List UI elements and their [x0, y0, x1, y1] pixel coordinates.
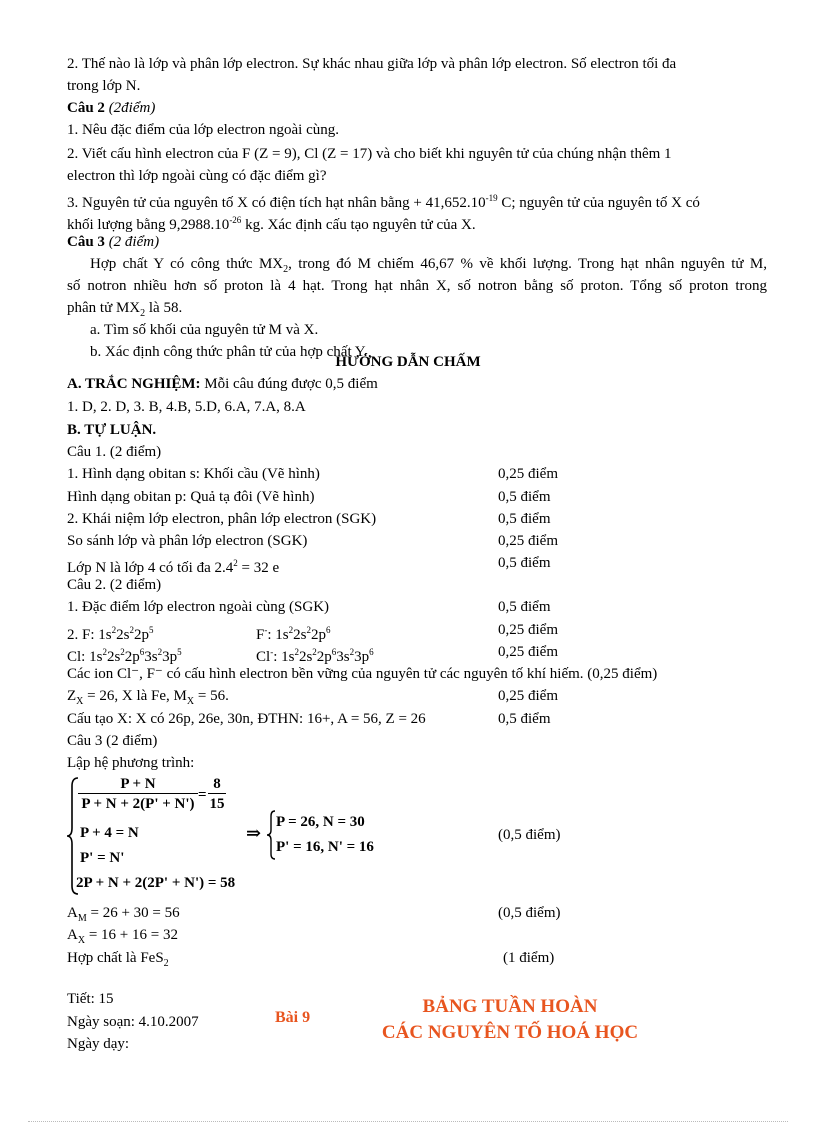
c2-row5-post: = 56.: [194, 688, 229, 704]
compound-pre: Hợp chất là FeS: [67, 950, 164, 966]
q2-item2-line2: electron thì lớp ngoài cùng có đặc điểm gì?: [67, 168, 327, 184]
c2-row4: Các ion Cl⁻, F⁻ có cấu hình electron bền vững của nguyên tử các nguyên tố khí hiếm. (0,25 điểm): [67, 666, 658, 682]
q2-item3-a-post: C; nguyên tử của nguyên tố X có: [497, 195, 700, 211]
c2-title: Câu 2. (2 điểm): [67, 577, 162, 593]
c1-row4: So sánh lớp và phân lớp electron (SGK): [67, 533, 308, 549]
equation-fraction-left: [78, 775, 198, 814]
section-a-note: Mỗi câu đúng được 0,5 điểm: [200, 376, 378, 392]
q2-item3-b-post: kg. Xác định cấu tạo nguyên tử của X.: [241, 217, 476, 233]
q3-p1-sub: 2: [283, 264, 289, 275]
ax-a: A: [67, 927, 78, 943]
equation-numerator: P + N: [120, 776, 156, 792]
q2-item3-b-pre: khối lượng bằng 9,2988.10: [67, 217, 230, 233]
q2-title: Câu 2: [67, 100, 105, 116]
c2-row5-score: 0,25 điểm: [498, 688, 558, 704]
c1-row1-score: 0,25 điểm: [498, 466, 558, 482]
system-score: (0,5 điểm): [498, 827, 561, 843]
c1-row3-score: 0,5 điểm: [498, 511, 551, 527]
compound-sub: 2: [163, 958, 169, 969]
c1-row2-score: 0,5 điểm: [498, 489, 551, 505]
q2-heading: [67, 98, 155, 118]
am-post: = 26 + 30 = 56: [86, 905, 180, 921]
q3-paragraph-line2: số notron nhiều hơn số proton là 4 hạt. Trong hạt nhân X, số notron bằng số proton. Tổng số proton trong: [67, 278, 767, 294]
q3-p1-post: , trong đó M chiếm 46,67 % về khối lượng. Trong hạt nhân nguyên tử M,: [288, 256, 767, 272]
q3-points: (2 điểm): [108, 234, 160, 250]
equation-equals: =: [198, 787, 207, 803]
c2-row5-sub2: X: [186, 696, 195, 707]
implies-arrow-icon: ⇒: [246, 823, 262, 843]
q3-p3-post: là 58.: [145, 300, 183, 316]
q1-item2-line2: trong lớp N.: [67, 78, 141, 94]
ax-sub: X: [77, 935, 86, 946]
c2-row5-mid: = 26, X là Fe, M: [83, 688, 187, 704]
c1-row5-post: = 32 e: [237, 560, 280, 576]
config-f-ion: F-: $1s^22s^22p^6$: [256, 625, 331, 643]
q1-item2-line1: 2. Thế nào là lớp và phân lớp electron. Sự khác nhau giữa lớp và phân lớp electron. Số electron tối đa: [67, 56, 677, 72]
right-brace: [266, 810, 276, 860]
c1-row5-score: 0,5 điểm: [498, 555, 551, 571]
q3-heading: [67, 232, 159, 252]
c1-row4-score: 0,25 điểm: [498, 533, 558, 549]
lesson-teach-date: Ngày dạy:: [67, 1036, 130, 1052]
c2-row5-sub1: X: [76, 696, 84, 707]
am-a: A: [67, 905, 78, 921]
q3-item-b: b. Xác định công thức phân tử của hợp chất Y.: [90, 344, 368, 360]
c1-row5-sup: 2: [233, 558, 238, 568]
lesson-prep-date: Ngày soạn: 4.10.2007: [67, 1014, 199, 1030]
compound-score: (1 điểm): [503, 950, 555, 966]
q2-item1: 1. Nêu đặc điểm của lớp electron ngoài cùng.: [67, 122, 339, 138]
q3-item-a: a. Tìm số khối của nguyên tử M và X.: [90, 322, 319, 338]
c1-title: Câu 1. (2 điểm): [67, 444, 162, 460]
equation-2: P + 4 = N: [80, 825, 139, 841]
section-a-heading: [67, 374, 378, 394]
equation-fraction-right: [208, 775, 226, 814]
lesson-heading-line2: CÁC NGUYÊN TỐ HOÁ HỌC: [381, 1022, 639, 1043]
c2-row6-score: 0,5 điểm: [498, 711, 551, 727]
q2-item3-a-pre: 3. Nguyên tử của nguyên tố X có điện tích hạt nhân bằng + 41,652.10: [67, 195, 486, 211]
lesson-heading-line1: BẢNG TUẦN HOÀN: [422, 996, 598, 1017]
c2-row3-score: 0,25 điểm: [498, 644, 558, 660]
config-cl: Cl: $1s^22s^22p^63s^23p^5$: [67, 647, 182, 665]
guide-title: HƯỚNG DẪN CHẤM: [335, 354, 481, 370]
compound-row: [67, 948, 169, 974]
c3-title: Câu 3 (2 điểm): [67, 733, 158, 749]
equation-4: 2P + N + 2(2P' + N') = 58: [76, 875, 236, 891]
solution-1: P = 26, N = 30: [276, 814, 365, 830]
page-bottom-divider: [28, 1121, 788, 1122]
am-score: (0,5 điểm): [498, 905, 561, 921]
q3-title: Câu 3: [67, 234, 105, 250]
c1-row5-pre: Lớp N là lớp 4 có tối đa 2.4: [67, 560, 234, 576]
q2-item2-line1: 2. Viết cấu hình electron của F (Z = 9), Cl (Z = 17) và cho biết khi nguyên tử của chúng nhận thêm 1: [67, 146, 672, 162]
am-sub: M: [77, 913, 87, 924]
section-a-answers: 1. D, 2. D, 3. B, 4.B, 5.D, 6.A, 7.A, 8.A: [67, 399, 306, 415]
q3-p3-sub: 2: [140, 308, 146, 319]
lesson-number: Bài 9: [275, 1009, 311, 1026]
equation-right-denominator: 15: [208, 793, 226, 814]
q2-points: (2điểm): [108, 100, 156, 116]
ax-post: = 16 + 16 = 32: [85, 927, 178, 943]
c2-row5-z: Z: [67, 688, 77, 704]
c3-system-title: Lập hệ phương trình:: [67, 755, 195, 771]
lesson-period: Tiết: 15: [67, 991, 114, 1007]
q3-p1-pre: Hợp chất Y có công thức MX: [90, 256, 284, 272]
section-a-title: A. TRẮC NGHIỆM:: [67, 376, 201, 392]
equation-denominator: P + N + 2(P' + N'): [78, 793, 198, 814]
section-b-title: B. TỰ LUẬN.: [67, 422, 157, 438]
c1-row2: Hình dạng obitan p: Quả tạ đôi (Vẽ hình): [67, 489, 315, 505]
q2-item3-b-sup: -26: [229, 215, 242, 225]
q3-p3-pre: phân tử MX: [67, 300, 141, 316]
config-f: 2. F: $1s^22s^22p^5$: [67, 625, 154, 643]
c2-row1: 1. Đặc điểm lớp electron ngoài cùng (SGK): [67, 599, 330, 615]
c2-row6: Cấu tạo X: X có 26p, 26e, 30n, ĐTHN: 16+, A = 56, Z = 26: [67, 711, 426, 727]
equation-right-numerator: 8: [213, 776, 221, 792]
c2-row2-score: 0,25 điểm: [498, 622, 558, 638]
equation-3: P' = N': [80, 850, 125, 866]
c2-row1-score: 0,5 điểm: [498, 599, 551, 615]
config-cl-ion: Cl-: $1s^22s^22p^63s^23p^6$: [256, 647, 374, 665]
solution-2: P' = 16, N' = 16: [276, 839, 374, 855]
c1-row3: 2. Khái niệm lớp electron, phân lớp electron (SGK): [67, 511, 377, 527]
c1-row1: 1. Hình dạng obitan s: Khối cầu (Vẽ hình): [67, 466, 320, 482]
q2-item3-a-sup: -19: [485, 193, 498, 203]
